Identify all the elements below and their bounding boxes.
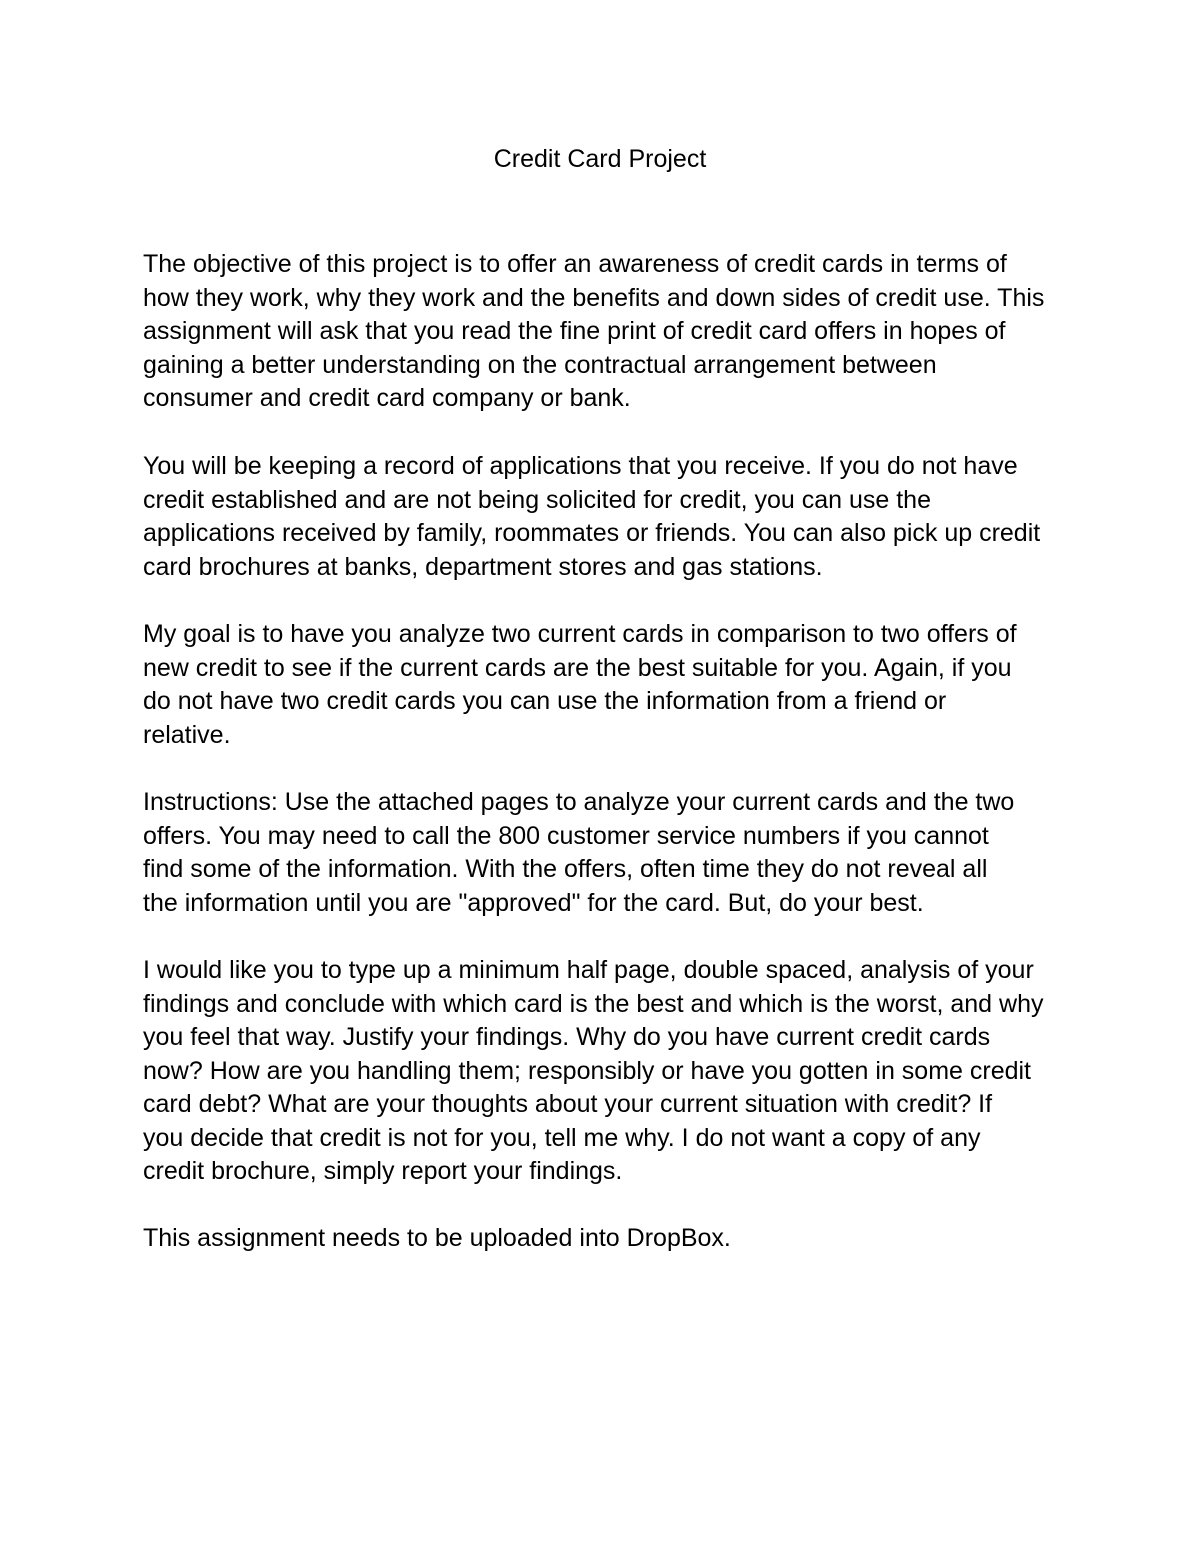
- text-line: My goal is to have you analyze two current cards in comparison to two offers of: [143, 620, 1017, 648]
- text-line: This assignment needs to be uploaded into DropBox.: [143, 1224, 731, 1252]
- text-line: relative.: [143, 720, 231, 749]
- text-line: consumer and credit card company or bank.: [143, 384, 631, 412]
- text-line: card brochures at banks, department stores and gas stations.: [143, 552, 823, 581]
- text-line: you feel that way. Justify your findings. Why do you have current credit cards: [143, 1023, 991, 1051]
- paragraph-analysis-requirements: [143, 954, 1063, 1189]
- paragraph-goal: [143, 618, 1063, 752]
- text-line: the information until you are "approved" for the card. But, do your best.: [143, 888, 924, 917]
- paragraph-objective: [143, 248, 1063, 416]
- paragraph-submission: [143, 1222, 1063, 1256]
- text-line: you decide that credit is not for you, tell me why. I do not want a copy of any: [143, 1123, 981, 1152]
- paragraph-record-keeping: [143, 450, 1063, 584]
- text-line: offers. You may need to call the 800 customer service numbers if you cannot: [143, 821, 989, 850]
- text-line: assignment will ask that you read the fine print of credit card offers in hopes of: [143, 317, 1006, 345]
- text-line: new credit to see if the current cards are the best suitable for you. Again, if you: [143, 653, 1012, 682]
- text-line: find some of the information. With the offers, often time they do not reveal all: [143, 855, 988, 883]
- document-title: Credit Card Project: [493, 145, 707, 173]
- text-line: credit established and are not being solicited for credit, you can use the: [143, 485, 931, 514]
- text-line: Instructions: Use the attached pages to analyze your current cards and the two: [143, 788, 1015, 816]
- text-line: credit brochure, simply report your findings.: [143, 1157, 623, 1185]
- text-line: I would like you to type up a minimum half page, double spaced, analysis of your: [143, 956, 1034, 984]
- text-line: now? How are you handling them; responsibly or have you gotten in some credit: [143, 1056, 1032, 1085]
- text-line: do not have two credit cards you can use the information from a friend or: [143, 687, 947, 715]
- paragraph-instructions: [143, 786, 1063, 920]
- text-line: applications received by family, roommates or friends. You can also pick up credit: [143, 519, 1041, 547]
- text-line: The objective of this project is to offer an awareness of credit cards in terms of: [143, 250, 1007, 278]
- text-line: You will be keeping a record of applications that you receive. If you do not have: [143, 452, 1018, 480]
- text-line: gaining a better understanding on the contractual arrangement between: [143, 350, 937, 379]
- text-line: findings and conclude with which card is the best and which is the worst, and why: [143, 989, 1044, 1018]
- text-line: card debt? What are your thoughts about your current situation with credit? If: [143, 1090, 993, 1118]
- text-line: how they work, why they work and the benefits and down sides of credit use. This: [143, 283, 1045, 312]
